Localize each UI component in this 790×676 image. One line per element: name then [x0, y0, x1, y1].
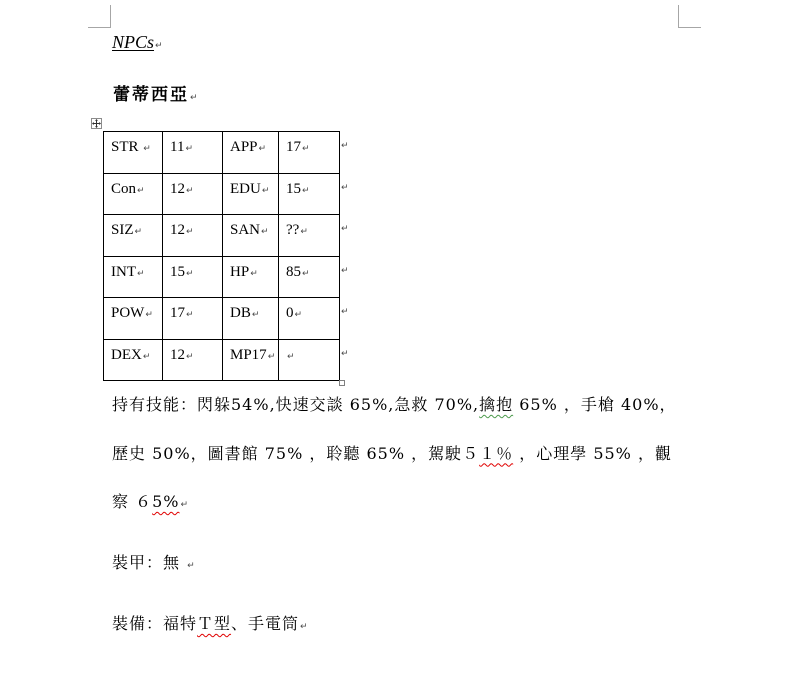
stat-value-str[interactable] [163, 132, 223, 174]
paragraph-mark: ↵ [180, 500, 189, 510]
stat-name-dex[interactable] [104, 340, 163, 382]
cell-end-mark: ↵ [186, 185, 194, 196]
skills-line-2 [112, 430, 677, 479]
stat-name-int[interactable] [104, 257, 163, 299]
cell-end-mark: ↵ [143, 144, 151, 154]
cell-text: 12 [170, 180, 185, 197]
stat-name-san[interactable] [223, 215, 279, 257]
heading-text: NPCs [112, 32, 155, 52]
stat-value-int[interactable] [163, 257, 223, 299]
stat-value-mp[interactable] [279, 340, 340, 382]
cell-text: 12 [170, 346, 185, 363]
crop-mark-top-right-vertical [678, 5, 679, 27]
stats-table [103, 131, 340, 381]
row-end-mark: ↵ [341, 182, 349, 193]
cell-end-mark: ↵ [186, 227, 194, 237]
spelling-flagged-text[interactable]: Ｔ型 [197, 614, 232, 633]
stat-name-mp[interactable] [223, 340, 279, 382]
stat-name-siz[interactable] [104, 215, 163, 257]
spelling-flagged-text[interactable]: １％ [479, 443, 514, 463]
cell-end-mark: ↵ [302, 185, 310, 196]
stat-value-app[interactable] [279, 132, 340, 174]
cell-end-mark: ↵ [287, 351, 295, 362]
stat-value-siz[interactable] [163, 215, 223, 257]
row-end-mark: ↵ [341, 141, 349, 151]
row-end-mark: ↵ [341, 265, 349, 276]
cell-text: 11 [170, 139, 185, 155]
heading-paragraph[interactable] [112, 32, 163, 56]
skills-text: 歷史 50%，圖書館 75% ，聆聽 65% ，駕駛５ [112, 443, 480, 463]
crop-mark-top-right-horizontal [678, 27, 701, 28]
row-end-marks [340, 132, 352, 381]
cell-text: Con [111, 180, 137, 197]
skills-text: 65% ，手槍 40%， [513, 395, 677, 414]
cell-text: EDU [230, 180, 261, 197]
grammar-flagged-text[interactable]: 擒抱 [479, 395, 514, 414]
cell-end-mark: ↵ [261, 185, 270, 196]
character-name-paragraph[interactable] [113, 85, 198, 108]
cell-end-mark: ↵ [186, 310, 194, 320]
paragraph-mark: ↵ [155, 41, 163, 51]
stat-value-dex[interactable] [163, 340, 223, 382]
cell-end-mark: ↵ [250, 268, 258, 279]
cell-end-mark: ↵ [261, 227, 269, 237]
table-move-handle[interactable] [91, 118, 102, 129]
skills-line-3 [112, 478, 677, 527]
stat-name-con[interactable] [104, 174, 163, 216]
stat-name-app[interactable] [223, 132, 279, 174]
cell-text: 0 [286, 305, 294, 321]
cell-end-mark: ↵ [258, 144, 267, 154]
paragraph-mark: ↵ [187, 561, 195, 571]
stat-value-db[interactable] [279, 298, 340, 340]
row-end-mark: ↵ [341, 348, 349, 359]
cell-text: INT [111, 263, 136, 280]
cell-end-mark: ↵ [267, 351, 276, 362]
spelling-flagged-text[interactable]: 5% [152, 492, 180, 511]
cell-text: 85 [286, 263, 301, 280]
cell-text: 17 [286, 139, 301, 155]
stat-name-hp[interactable] [223, 257, 279, 299]
stat-value-edu[interactable] [279, 174, 340, 216]
skills-text: 持有技能：閃躲54%,快速交談 65%,急救 70%, [112, 395, 480, 414]
cell-end-mark: ↵ [251, 310, 260, 320]
armor-paragraph[interactable] [112, 551, 195, 578]
cell-text: DEX [111, 346, 142, 363]
stat-value-san[interactable] [279, 215, 340, 257]
cell-text: APP [230, 139, 258, 155]
skills-line-1 [112, 381, 677, 430]
cell-text: 17 [170, 305, 185, 321]
cell-end-mark: ↵ [185, 144, 193, 154]
cell-end-mark: ↵ [302, 144, 310, 154]
skills-text: 察 ６ [112, 492, 153, 511]
cell-text: 15 [170, 263, 185, 280]
stat-name-str[interactable] [104, 132, 163, 174]
equipment-text: 裝備：福特 [112, 614, 198, 633]
cell-text: SAN [230, 222, 261, 238]
cell-text: ?? [286, 222, 300, 238]
skills-text: ，心理學 55% ，觀 [513, 443, 672, 463]
cell-end-mark: ↵ [302, 268, 310, 279]
cell-text: HP [230, 263, 250, 280]
paragraph-mark: ↵ [300, 622, 308, 632]
cell-text: 15 [286, 180, 301, 197]
cell-end-mark: ↵ [186, 351, 194, 362]
row-end-mark: ↵ [341, 224, 349, 234]
skills-paragraph[interactable] [112, 381, 677, 527]
equipment-paragraph[interactable] [112, 612, 308, 639]
stat-name-edu[interactable] [223, 174, 279, 216]
crop-mark-top-left-vertical [110, 5, 111, 27]
cell-end-mark: ↵ [145, 310, 153, 320]
cell-text: DB [230, 305, 251, 321]
stat-value-con[interactable] [163, 174, 223, 216]
cell-text: STR [111, 139, 143, 155]
cell-end-mark: ↵ [134, 227, 143, 237]
move-arrows-icon [92, 119, 101, 128]
row-end-mark: ↵ [341, 307, 349, 317]
cell-text: 12 [170, 222, 185, 238]
cell-end-mark: ↵ [137, 268, 145, 279]
stat-value-pow[interactable] [163, 298, 223, 340]
crop-mark-top-left-horizontal [88, 27, 111, 28]
cell-text: POW [111, 305, 145, 321]
paragraph-mark: ↵ [190, 93, 198, 103]
cell-end-mark: ↵ [186, 268, 194, 279]
stat-value-hp[interactable] [279, 257, 340, 299]
character-name: 蕾蒂西亞 [113, 85, 189, 105]
cell-text: MP17 [230, 346, 267, 363]
cell-end-mark: ↵ [137, 185, 145, 196]
cell-text: SIZ [111, 222, 134, 238]
stat-name-db[interactable] [223, 298, 279, 340]
armor-text: 裝甲：無 [112, 553, 187, 572]
equipment-text: 、手電筒 [231, 614, 300, 633]
stat-name-pow[interactable] [104, 298, 163, 340]
cell-end-mark: ↵ [142, 351, 151, 362]
cell-end-mark: ↵ [300, 227, 308, 237]
cell-end-mark: ↵ [294, 310, 303, 320]
